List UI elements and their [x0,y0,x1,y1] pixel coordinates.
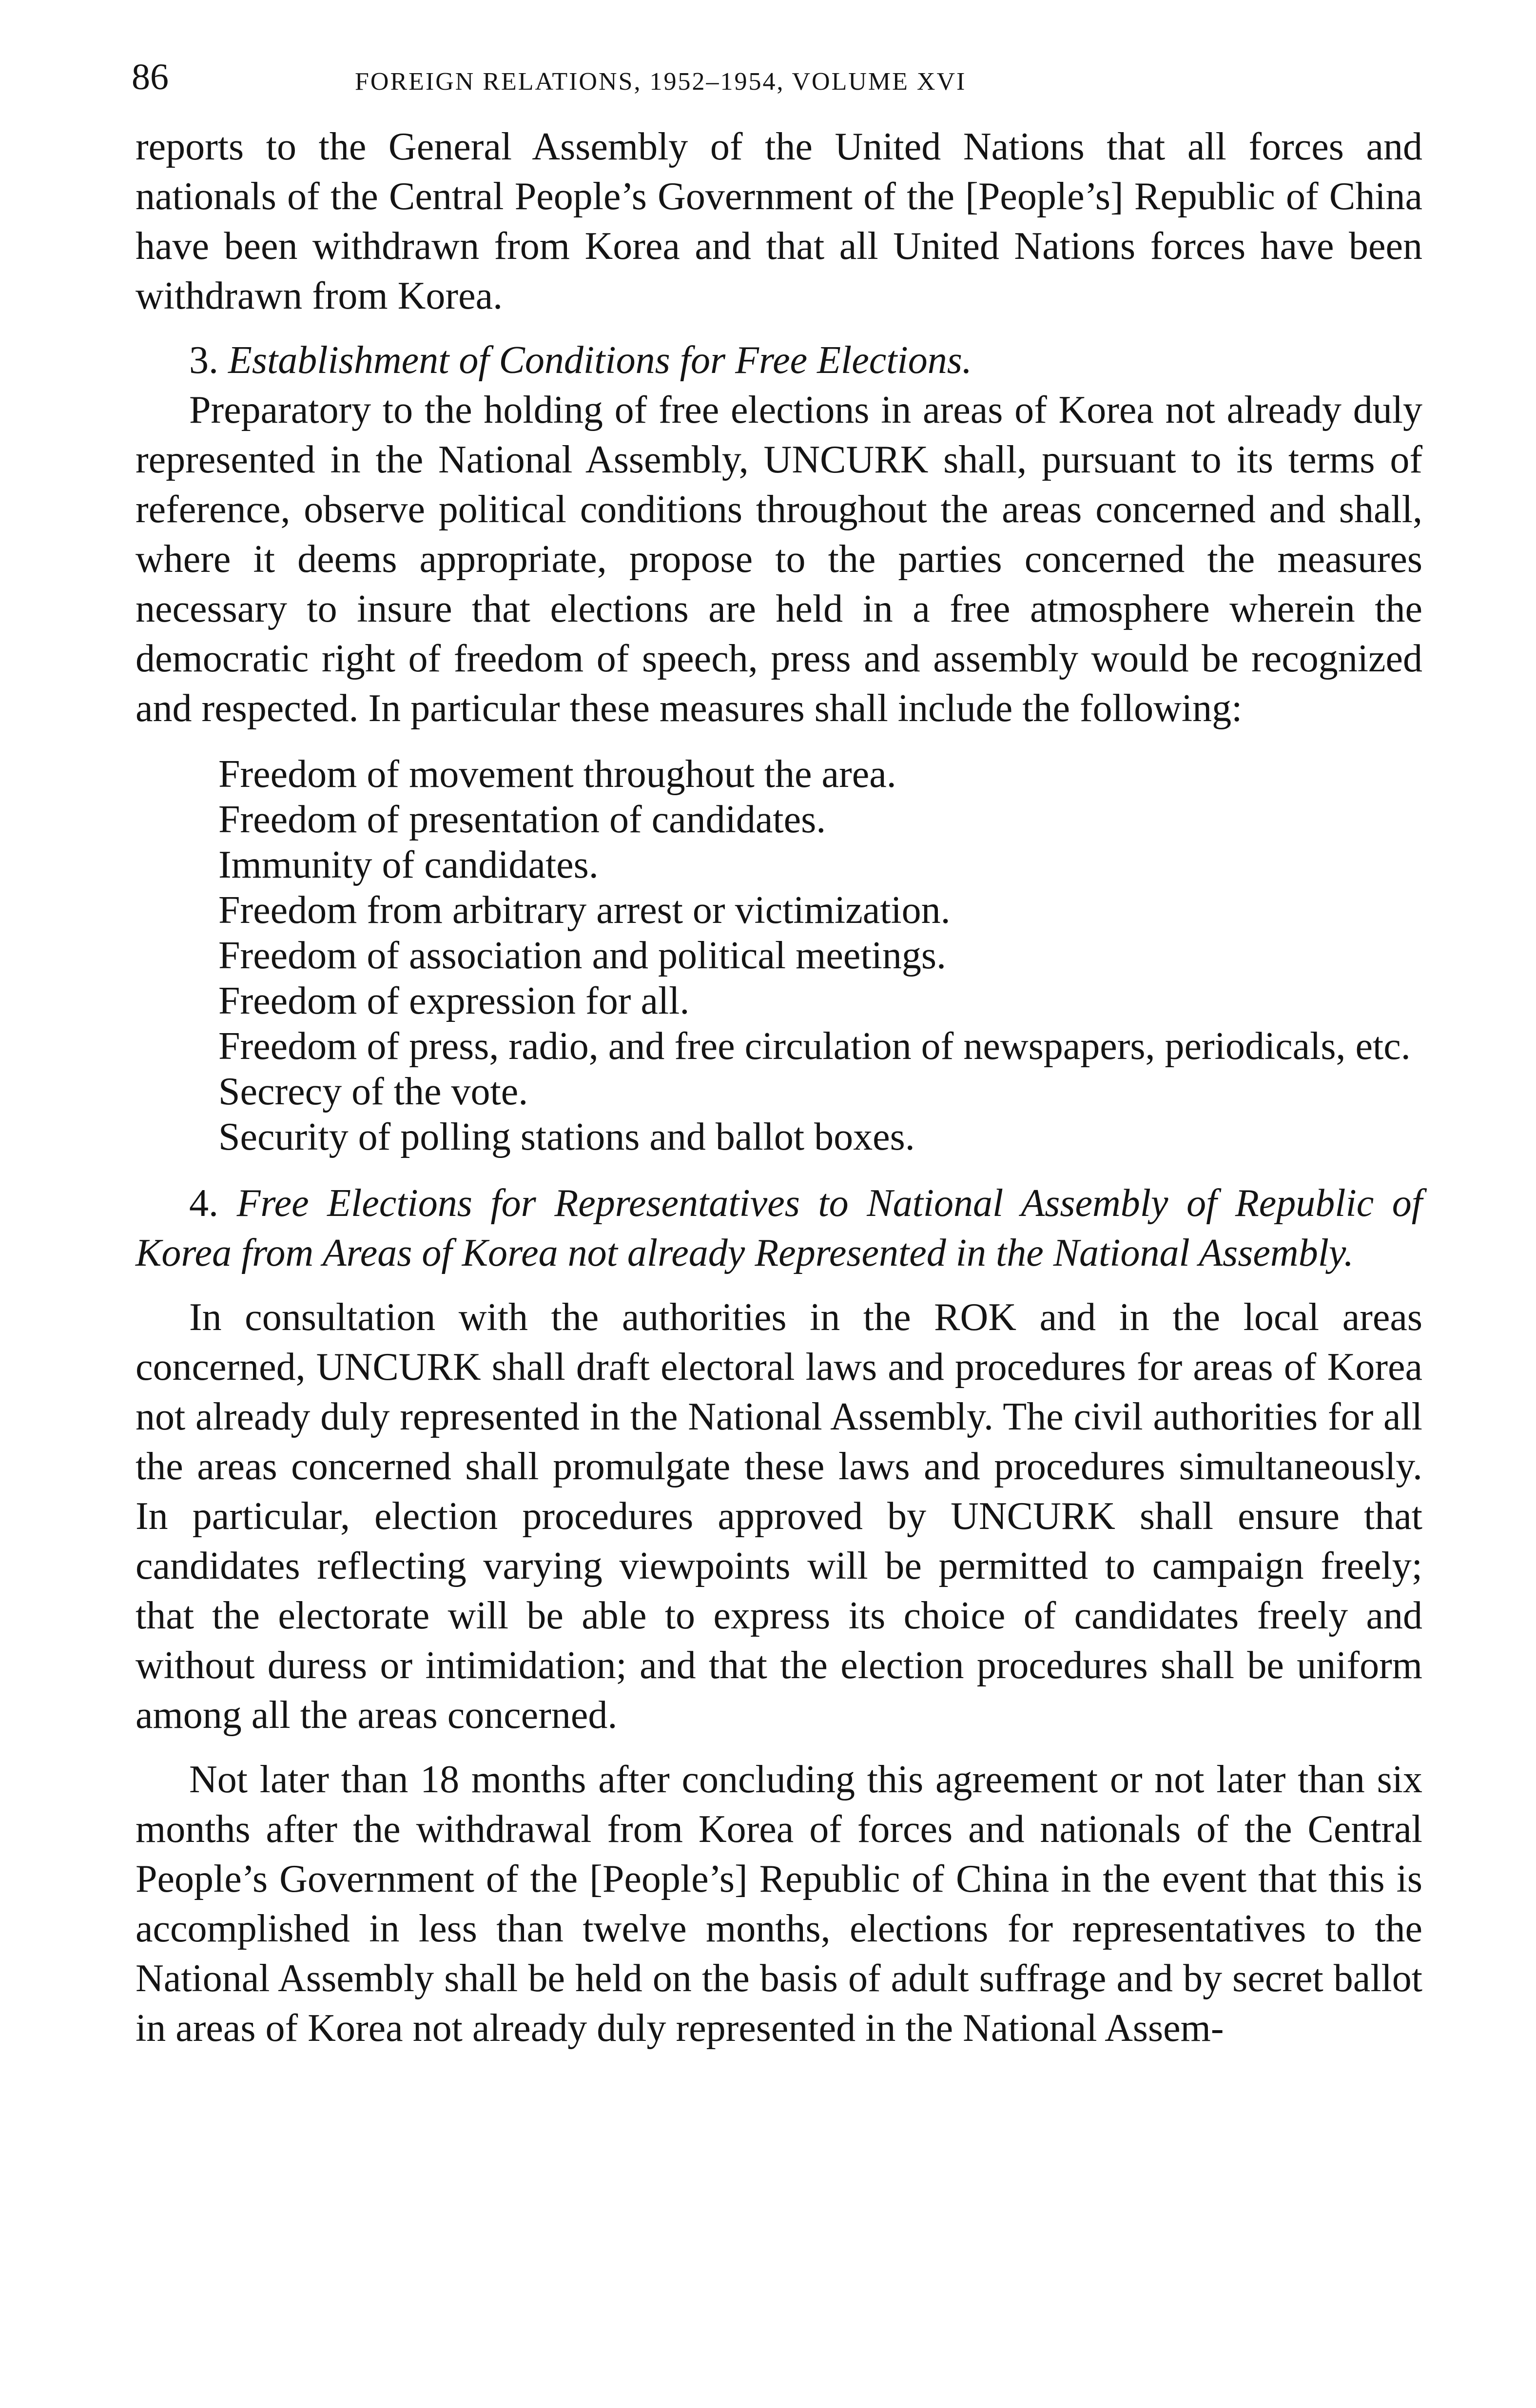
measures-list [136,752,1422,1160]
page-number: 86 [132,57,169,98]
list-item: Security of polling stations and ballot boxes. [218,1116,915,1158]
list-item: Freedom of association and political meetings. [218,934,946,977]
paragraph-preparatory: Preparatory to the holding of free elections in areas of Korea not already duly represented in the National Assembly, UNCURK shall, pursuant to its terms of reference, observe political conditions throughout the areas concerned and shall, where it deems appropriate, propose to the parties concerned the measures necessary to insure that elections are held in a free atmosphere wherein the democratic right of freedom of speech, press and assembly would be recognized and respected. In particular these measures shall include the following: [136,389,1422,730]
section-3-title: Establishment of Conditions for Free Elections. [228,339,972,382]
section-3-number: 3. [189,339,218,382]
list-item: Secrecy of the vote. [218,1070,528,1113]
list-item: Freedom of presentation of candidates. [218,798,826,841]
section-3-heading [136,335,1422,385]
paragraph-consultation: In consultation with the authorities in the ROK and in the local areas concerned, UNCURK shall draft electoral laws and procedures for areas of Korea not already duly represented in the National Assembly. The civil authorities for all the areas concerned shall promulgate these laws and procedures simultaneously. In particular, election procedures approved by UNCURK shall ensure that candidates reflecting varying viewpoints will be permitted to campaign freely; that the electorate will be able to express its choice of candidates freely and without duress or intimidation; and that the election procedures shall be uniform among all the areas concerned. [136,1296,1422,1737]
section-4-heading [136,1178,1422,1278]
section-4-number: 4. [189,1182,218,1225]
paragraph-timeline: Not later than 18 months after concluding this agreement or not later than six months after the withdrawal from Korea of forces and nationals of the Central People’s Government of the [People’s] Republic of China in the event that this is accomplished in less than twelve months, elections for representatives to the National Assembly shall be held on the basis of adult suffrage and by secret ballot in areas of Korea not already duly represented in the National Assem- [136,1758,1422,2050]
list-item: Freedom of expression for all. [218,979,690,1022]
paragraph-spacer [136,1740,1422,1755]
list-item: Freedom from arbitrary arrest or victimization. [218,889,951,932]
document-page [132,57,1422,2053]
running-head [132,57,1422,112]
paragraph-continuation: reports to the General Assembly of the United Nations that all forces and nationals of the Central People’s Government of the [People’s] Republic of China have been withdrawn from Korea and that all United Nations forces have been withdrawn from Korea. [136,125,1422,317]
running-title: FOREIGN RELATIONS, 1952–1954, VOLUME XVI [355,68,967,96]
section-spacer [136,1278,1422,1292]
list-item: Immunity of candidates. [218,843,599,886]
list-item: Freedom of movement throughout the area. [218,753,896,796]
list-item: Freedom of press, radio, and free circulation of newspapers, periodicals, etc. [218,1025,1411,1068]
section-4-title: Free Elections for Representatives to National Assembly of Republic of Korea from Areas of Korea not already Represented in the National Assembly. [136,1182,1422,1274]
